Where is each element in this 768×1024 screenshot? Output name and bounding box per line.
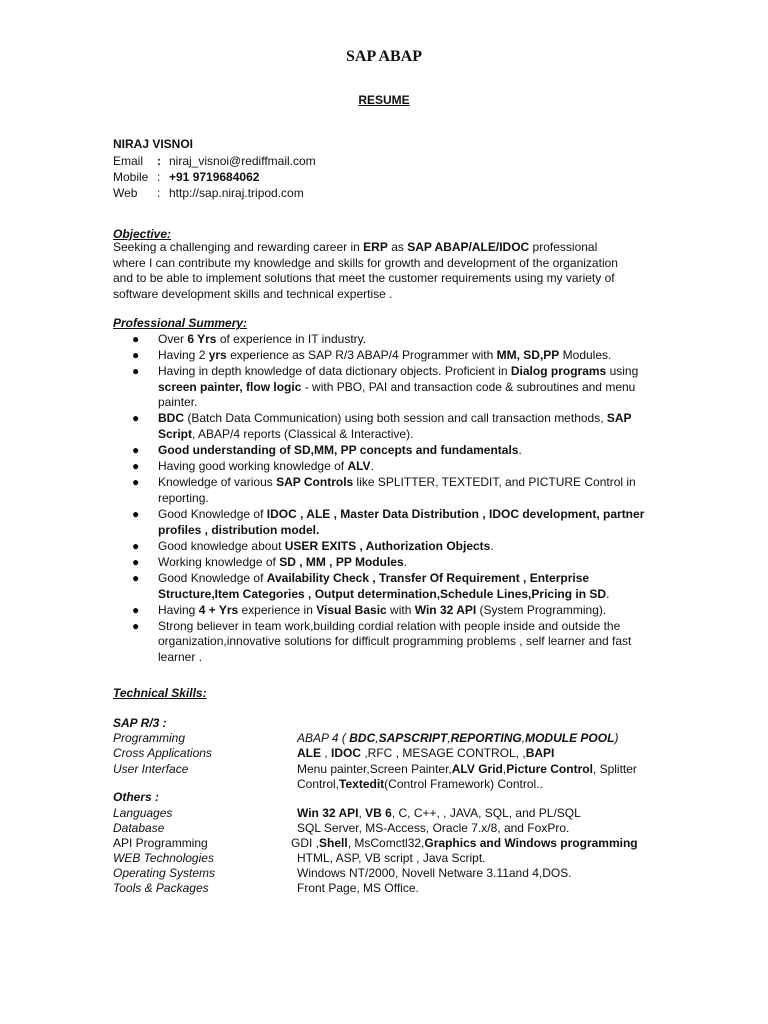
- skill-key: Cross Applications: [113, 746, 212, 760]
- web-label: Web: [113, 186, 138, 200]
- web-row: [113, 185, 316, 201]
- bullet-icon: ●: [132, 411, 140, 426]
- skill-value: SQL Server, MS-Access, Oracle 7.x/8, and FoxPro.: [297, 821, 570, 835]
- objective-part: as: [387, 240, 408, 254]
- summary-item: ● Having good working knowledge of ALV.: [132, 459, 374, 474]
- summary-heading: Professional Summery:: [113, 316, 248, 330]
- skill-key: Languages: [113, 806, 173, 820]
- skill-value: Windows NT/2000, Novell Netware 3.11and 4,DOS.: [297, 866, 572, 880]
- bullet-icon: ●: [132, 554, 140, 569]
- objective-part: professional where I can contribute my knowledge and skills for growth and development of the organization and to be able to implement solutions that meet the customer requirements using my variety of software development skills and technical expertise .: [113, 240, 618, 301]
- candidate-name: NIRAJ VISNOI: [113, 137, 194, 151]
- bullet-icon: ●: [132, 364, 140, 379]
- bullet-icon: ●: [132, 570, 140, 585]
- document-subtitle: RESUME: [358, 93, 410, 107]
- sap-heading: SAP R/3 :: [113, 716, 167, 730]
- mobile-label: Mobile: [113, 170, 149, 184]
- bullet-icon: ●: [132, 618, 140, 633]
- email-link[interactable]: niraj_visnoi@rediffmail.com: [169, 154, 316, 168]
- skill-key: Programming: [113, 731, 186, 745]
- bullet-icon: ●: [132, 348, 140, 363]
- bullet-icon: ●: [132, 475, 140, 490]
- skill-key: WEB Technologies: [113, 851, 214, 865]
- skill-value: Win 32 API, VB 6, C, C++, , JAVA, SQL, and PL/SQL: [297, 806, 581, 820]
- summary-item: ● Good knowledge about USER EXITS , Authorization Objects.: [132, 538, 494, 553]
- document-title: SAP ABAP: [345, 48, 422, 65]
- summary-item: ● Good Knowledge of IDOC , ALE , Master Data Distribution , IDOC development, partner profiles , distribution model.: [132, 507, 645, 537]
- email-sep: :: [157, 154, 161, 168]
- bullet-icon: ●: [132, 443, 140, 458]
- bullet-icon: ●: [132, 332, 140, 346]
- summary-item: ● Good Knowledge of Availability Check , Transfer Of Requirement , Enterprise Structure,Item Categories , Output determination,Schedule Lines,Pricing in SD.: [132, 570, 610, 601]
- email-label: Email: [113, 154, 144, 168]
- objective-heading: Objective:: [113, 227, 172, 241]
- email-row: [113, 153, 316, 169]
- objective-bold: ERP: [363, 240, 388, 254]
- skill-value: Menu painter,Screen Painter,ALV Grid,Picture Control, Splitter Control,Textedit(Control Framework) Control..: [297, 762, 637, 791]
- skill-value: GDI ,Shell, MsComctl32,Graphics and Windows programming: [291, 836, 638, 850]
- summary-item: ● Having 2 yrs experience as SAP R/3 ABAP/4 Programmer with MM, SD,PP Modules.: [132, 348, 612, 363]
- summary-item: ● BDC (Batch Data Communication) using both session and call transaction methods, SAP Script, ABAP/4 reports (Classical & Interactive).: [132, 411, 632, 442]
- objective-bold: SAP ABAP/ALE/IDOC: [407, 240, 530, 254]
- skill-key: Tools & Packages: [113, 881, 209, 895]
- summary-item: ● Working knowledge of SD , MM , PP Modules.: [132, 554, 407, 569]
- skill-value: ALE , IDOC ,RFC , MESAGE CONTROL, ,BAPI: [297, 746, 555, 760]
- skill-key: Operating Systems: [113, 866, 216, 880]
- objective-text: [113, 240, 633, 302]
- mobile-sep: :: [157, 170, 161, 184]
- bullet-icon: ●: [132, 459, 140, 474]
- web-sep: :: [157, 186, 161, 200]
- summary-item: ● Good understanding of SD,MM, PP concepts and fundamentals.: [132, 443, 522, 458]
- objective-part: Seeking a challenging and rewarding career in: [113, 240, 364, 254]
- summary-item: ● Strong believer in team work,building cordial relation with people inside and outside the organization,innovative solutions for difficult programming problems , self learner and fast learner .: [132, 618, 632, 664]
- skill-value: ABAP 4 ( BDC,SAPSCRIPT,REPORTING,MODULE POOL): [297, 731, 619, 745]
- skill-key: Database: [113, 821, 165, 835]
- others-heading: Others :: [113, 790, 160, 804]
- bullet-icon: ●: [132, 538, 140, 553]
- bullet-icon: ●: [132, 507, 140, 522]
- skill-key: User Interface: [113, 762, 189, 776]
- summary-item: ● Knowledge of various SAP Controls like SPLITTER, TEXTEDIT, and PICTURE Control in reporting.: [132, 475, 636, 505]
- mobile-row: [113, 169, 316, 185]
- skill-value: Front Page, MS Office.: [297, 881, 419, 895]
- bullet-icon: ●: [132, 602, 140, 617]
- summary-item: ● Having 4 + Yrs experience in Visual Basic with Win 32 API (System Programming).: [132, 602, 607, 617]
- technical-heading: Technical Skills:: [113, 686, 207, 700]
- web-link[interactable]: http://sap.niraj.tripod.com: [169, 186, 304, 200]
- mobile-number: +91 9719684062: [169, 170, 260, 184]
- skill-value: HTML, ASP, VB script , Java Script.: [297, 851, 486, 865]
- skill-key: API Programming: [113, 836, 208, 850]
- summary-item: ● Over 6 Yrs of experience in IT industry.: [132, 332, 367, 346]
- summary-list: [113, 332, 658, 666]
- summary-item: ● Having in depth knowledge of data dictionary objects. Proficient in Dialog programs using screen painter, flow logic - with PBO, PAI and transaction code & subroutines and menu painter.: [132, 364, 639, 410]
- contact-block: [113, 153, 316, 201]
